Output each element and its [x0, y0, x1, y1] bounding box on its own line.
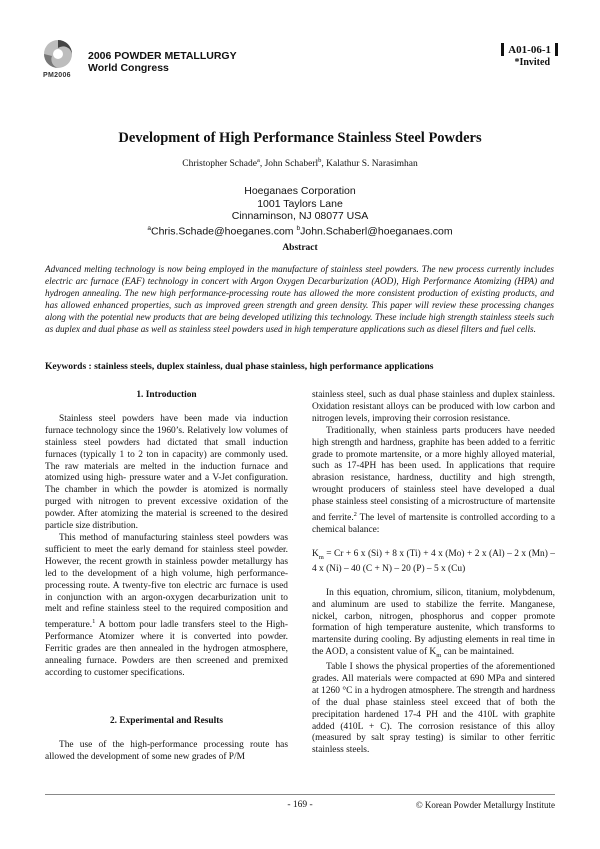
right-ref-2: 2 — [353, 511, 357, 519]
abstract-text: Advanced melting technology is now being employed in the manufacture of stainless steel powders. The new process currently includes electric arc furnace (EAF) technology in concert with Argon Oxygen Decarburization (AOD), High Performance Atomizing (HPA) and hydrogen annealing. The new high performance-processing route has allowed the more consistent production of existing products, and has allowed enhanced properties, such as improved green strength and green density. This paper will review these processing changes along with the potential new products that are being developed utilizing this technology. These include high strength stainless steels such as duplex and dual phase as well as stainless steel powders used in high temperature applications such as diesel filters and fuel cells. — [45, 264, 554, 334]
paper-id-bar-left — [501, 43, 504, 56]
footer-divider — [45, 794, 555, 795]
formula-rest: = Cr + 6 x (Si) + 8 x (Ti) + 4 x (Mo) + 2 x (Al) – 2 x (Mn) – 4 x (Ni) – 40 (C + N) – 20 (P) – 5 x (Cu) — [312, 549, 555, 574]
author-list — [0, 157, 600, 169]
author-1: Christopher Schade — [182, 159, 257, 170]
affiliation-company: Hoeganaes Corporation — [244, 185, 356, 197]
email-b: John.Schaberl@hoeganaes.com — [300, 225, 453, 237]
author-3: , Kalathur S. Narasimhan — [321, 159, 418, 170]
email-a: Chris.Schade@hoeganes.com — [150, 225, 297, 237]
right-paragraph-3b: can be maintained. — [441, 647, 515, 658]
right-paragraph-3a: In this equation, chromium, silicon, titanium, molybdenum, and aluminum are used to stabilize the ferrite. Manganese, nickel, carbon, nitrogen, phosphorus and copper promote formation of high temperature austenite, which transforms to martensite during cooling. By adjusting elements in real time in the AOD, a consistent value of K — [312, 587, 555, 658]
page-number: - 169 - — [287, 800, 313, 810]
left-column — [45, 390, 288, 764]
intro-paragraph-2b: A bottom pour ladle transfers steel to the High-Performance Atomizer where it is converted into powder. Ferritic grades are then annealed in the hydrogen atmosphere, annealing furnace. Powders are then screened and premixed according to customer specifications. — [45, 620, 288, 679]
section-1-heading: 1. Introduction — [136, 390, 197, 400]
affiliation-street: 1001 Taylors Lane — [257, 197, 343, 210]
right-paragraph-2 — [312, 426, 555, 537]
right-paragraph-3-sub: m — [436, 652, 442, 660]
intro-paragraph-2a: This method of manufacturing stainless steel powders was sufficient to meet the early demand for stainless steel powder. However, the recent growth in stainless powder metallurgy has led to the development of a high volume, high performance-processing route. A twenty-five ton electric arc furnace is used in conjunction with an argon-oxygen decarburization unit to melt and refine stainless steel to the required composition and temperature. — [45, 532, 288, 631]
right-paragraph-1: stainless steel, such as dual phase stainless and duplex stainless. Oxidation resistant alloys can be produced with low carbon and nitrogen levels, improving their corrosion resistance. — [312, 390, 555, 424]
conference-line2: World Congress — [88, 62, 169, 74]
invited-label: *Invited — [514, 57, 550, 68]
keywords: Keywords : stainless steels, duplex stainless, dual phase stainless, high performance applications — [45, 362, 434, 372]
intro-ref-1: 1 — [92, 618, 96, 626]
affiliation-emails — [0, 223, 600, 238]
abstract-heading: Abstract — [282, 243, 318, 253]
paper-id-text: A01-06-1 — [508, 43, 551, 56]
right-paragraph-3 — [312, 588, 555, 662]
formula-sub: m — [318, 553, 324, 561]
experimental-paragraph-1: The use of the high-performance processing route has allowed the development of some new grades of P/M — [45, 739, 288, 762]
conference-line1: 2006 POWDER METALLURGY — [88, 50, 237, 62]
right-column — [312, 390, 555, 757]
conference-name — [88, 50, 237, 74]
right-paragraph-4: Table I shows the physical properties of the aforementioned grades. All materials were compacted at 690 MPa and sintered at 1260 °C in a hydrogen atmosphere. The strength and hardness of the dual phase stainless steel exceed that of both the precipitation hardened 17-4 PH and the 410L with graphite added (410L + C). The corrosion resistance of this alloy (measured by salt spray testing) is similar to other ferritic stainless steels. — [312, 662, 555, 756]
email-a-sup: a — [147, 224, 151, 232]
author-1-sup: a — [256, 157, 260, 164]
intro-paragraph-2 — [45, 533, 288, 680]
right-paragraph-2b: The level of martensite is controlled according to a chemical balance: — [312, 513, 556, 536]
copyright: © Korean Powder Metallurgy Institute — [415, 800, 555, 810]
author-2: , John Schaberl — [259, 159, 319, 170]
formula-k: K — [312, 549, 319, 559]
section-2-heading: 2. Experimental and Results — [109, 715, 224, 726]
paper-id-bar-right — [555, 43, 558, 56]
right-paragraph-2a: Traditionally, when stainless parts producers have needed high strength and hardness, graphite has been added to a ferritic grade to promote martensite, or a more highly alloyed material, such as 17-4PH has been used. In applications that require abrasion resistance, hardness, ductility and high strength, wrought producers of stainless steel have developed a dual phase stainless steel consisting of a microstructure of martensite and ferrite. — [312, 425, 555, 524]
intro-paragraph-1: Stainless steel powders have been made via induction furnace technology since the 1960’s. Relatively low volumes of stainless steel powders had dictated that small induction furnaces (typically 1 to 2 ton in capacity) are commonly used. The raw materials are melted in the induction furnace and atomized using high- pressure water and a V-Jet configuration. The chamber in which the powder is atomized is normally purged with nitrogen to prevent excessive oxidation of the powder. After atomizing the material is screened to the desired particle size distribution. — [45, 413, 288, 532]
paper-title: Development of High Performance Stainless Steel Powders — [118, 130, 482, 146]
affiliation — [0, 185, 600, 238]
author-2-sup: b — [318, 157, 322, 164]
email-b-sup: b — [296, 224, 301, 232]
martensite-formula — [312, 549, 555, 576]
affiliation-city: Cinnaminson, NJ 08077 USA — [231, 210, 369, 222]
paper-id — [497, 43, 562, 56]
logo-text: PM2006 — [43, 72, 71, 79]
